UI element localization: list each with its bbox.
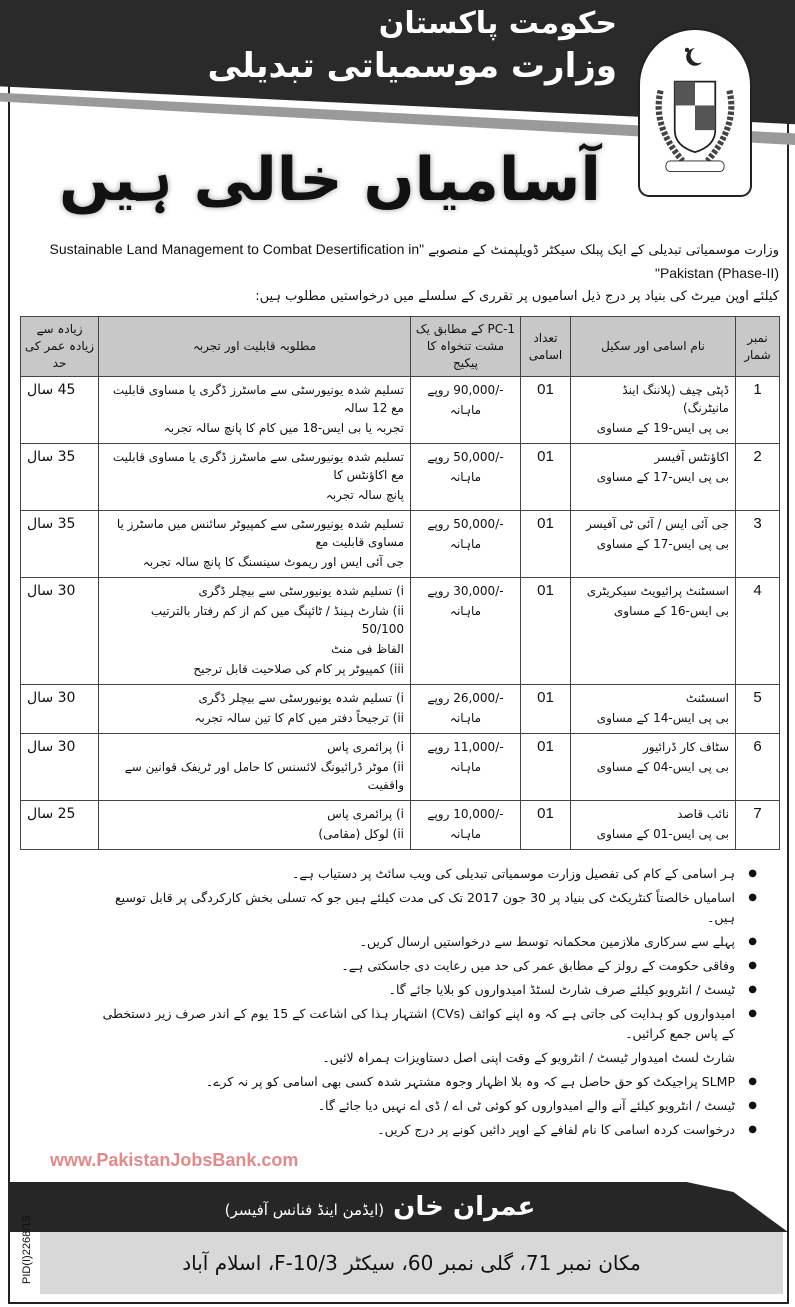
post-scale: بی پی ایس-17 کے مساوی xyxy=(596,470,729,484)
table-row xyxy=(21,734,780,801)
qualification-cell xyxy=(99,511,411,578)
qualification-line: i) پرائمری پاس xyxy=(327,807,404,821)
age-limit: 45 سال xyxy=(21,377,99,444)
qualification-line: تسلیم شدہ یونیورسٹی سے ماسٹرز ڈگری یا مساوی قابلیت مع 12 سالہ xyxy=(112,383,404,415)
salary-cell xyxy=(411,734,521,801)
post-cell xyxy=(571,801,736,850)
post-count: 01 xyxy=(521,734,571,801)
note-item: ● وفاقی حکومت کے رولز کے مطابق عمر کی حد میں رعایت دی جاسکتی ہے۔ xyxy=(100,956,757,976)
post-cell xyxy=(571,578,736,685)
col-count: تعداد اسامی xyxy=(521,317,571,377)
salary-period: ماہانہ xyxy=(449,711,482,725)
note-item: ● ہر اسامی کے کام کی تفصیل وزارت موسمیاتی تبدیلی کی ویب سائٹ پر دستیاب ہے۔ xyxy=(100,864,757,884)
spacer xyxy=(0,1172,795,1182)
salary-amount: -/90,000 روپے xyxy=(427,383,504,397)
qualification-line: تسلیم شدہ یونیورسٹی سے کمپیوٹر سائنس میں ماسٹرز یا مساوی قابلیت مع xyxy=(116,517,404,549)
salary-amount: -/30,000 روپے xyxy=(427,584,504,598)
qualification-line: تجربہ یا بی ایس-18 میں کام کا پانچ سالہ تجربہ xyxy=(163,421,404,435)
address: مکان نمبر 71، گلی نمبر 60، سیکٹر F-10/3، اسلام آباد xyxy=(182,1251,641,1275)
post-cell xyxy=(571,511,736,578)
note-item: ● پہلے سے سرکاری ملازمین محکمانہ توسط سے درخواستیں ارسال کریں۔ xyxy=(100,932,757,952)
officer-name: عمران خان xyxy=(393,1192,536,1222)
post-cell xyxy=(571,444,736,511)
salary-period: ماہانہ xyxy=(449,827,482,841)
qualification-line: جی آئی ایس اور ریموٹ سینسنگ کا پانچ سالہ تجربہ xyxy=(142,555,404,569)
qualification-line: تسلیم شدہ یونیورسٹی سے ماسٹرز ڈگری یا مساوی قابلیت مع اکاؤنٹس کا xyxy=(112,450,404,482)
post-count: 01 xyxy=(521,578,571,685)
note-item: ● اسامیاں خالصتاً کنٹریکٹ کی بنیاد پر 30 جون 2017 تک کی مدت کیلئے ہیں جو کہ تسلی بخش کارکردگی پر قابل توسیع ہیں۔ xyxy=(100,888,757,928)
ministry-title: وزارت موسمیاتی تبدیلی xyxy=(207,46,617,86)
post-scale: بی پی ایس-14 کے مساوی xyxy=(596,711,729,725)
govt-title: حکومت پاکستان xyxy=(378,6,617,41)
note-item: ● امیدواروں کو ہدایت کی جاتی ہے کہ وہ اپنے کوائف (CVs) اشتہار ہذا کی اشاعت کے 15 یوم کے اندر صرف زیر دستخطی کے پاس جمع کرائیں۔ xyxy=(100,1004,757,1044)
qualification-line: i) تسلیم شدہ یونیورسٹی سے بیچلر ڈگری xyxy=(198,691,404,705)
post-scale: بی پی ایس-01 کے مساوی xyxy=(596,827,729,841)
post-name: سٹاف کار ڈرائیور xyxy=(643,740,729,754)
table-row xyxy=(21,377,780,444)
intro-line-2: کیلئے اوپن میرٹ کی بنیاد پر درج ذیل اسامیوں پر تقرری کے سلسلے میں درخواستیں مطلوب ہیں: xyxy=(255,289,779,304)
pid-number: PID(I)2268/15 xyxy=(21,1215,33,1284)
serial-number: 6 xyxy=(736,734,780,801)
headline: آسامیاں خالی ہیں xyxy=(59,145,601,215)
note-item: ● ٹیسٹ / انٹرویو کیلئے صرف شارٹ لسٹڈ امیدواروں کو بلایا جائے گا۔ xyxy=(100,980,757,1000)
serial-number: 7 xyxy=(736,801,780,850)
col-post: نام اسامی اور سکیل xyxy=(571,317,736,377)
salary-period: ماہانہ xyxy=(449,760,482,774)
qualification-cell xyxy=(99,734,411,801)
col-serial: نمبر شمار xyxy=(736,317,780,377)
footer xyxy=(0,1182,795,1307)
table-row xyxy=(21,444,780,511)
officer-name-block xyxy=(60,1184,700,1233)
salary-amount: -/50,000 روپے xyxy=(427,450,504,464)
post-scale: بی پی ایس-17 کے مساوی xyxy=(596,537,729,551)
post-name: ڈپٹی چیف (پلاننگ اینڈ مانیٹرنگ) xyxy=(622,383,729,415)
post-count: 01 xyxy=(521,801,571,850)
col-age: زیادہ سے زیادہ عمر کی حد xyxy=(21,317,99,377)
qualification-cell xyxy=(99,801,411,850)
project-name: "Sustainable Land Management to Combat Desertification in Pakistan (Phase-II)" xyxy=(49,241,779,281)
header xyxy=(0,0,795,238)
col-qualification: مطلوبہ قابلیت اور تجربہ xyxy=(99,317,411,377)
salary-amount: -/50,000 روپے xyxy=(427,517,504,531)
qualification-cell xyxy=(99,578,411,685)
serial-number: 2 xyxy=(736,444,780,511)
salary-period: ماہانہ xyxy=(449,403,482,417)
post-scale: بی پی ایس-19 کے مساوی xyxy=(596,421,729,435)
qualification-line: پانچ سالہ تجربہ xyxy=(325,488,404,502)
salary-period: ماہانہ xyxy=(449,604,482,618)
serial-number: 4 xyxy=(736,578,780,685)
post-count: 01 xyxy=(521,511,571,578)
intro-text: وزارت موسمیاتی تبدیلی کے ایک پبلک سیکٹر ڈویلپمنٹ کے منصوبے xyxy=(428,243,779,258)
qualification-line: iii) کمپیوٹر پر کام کی صلاحیت قابل ترجیح xyxy=(193,662,404,676)
salary-cell xyxy=(411,444,521,511)
salary-cell xyxy=(411,377,521,444)
salary-amount: -/11,000 روپے xyxy=(427,740,504,754)
note-item: ● SLMP پراجیکٹ کو حق حاصل ہے کہ وہ بلا اظہار وجوہ مشتہر شدہ کسی بھی اسامی کو پر نہ کرے۔ xyxy=(100,1072,757,1092)
post-name: نائب قاصد xyxy=(677,807,729,821)
qualification-line: ii) موٹر ڈرائیونگ لائسنس کا حامل اور ٹریفک قوانین سے واقفیت xyxy=(124,760,404,792)
qualification-line: ii) شارٹ ہینڈ / ٹائپنگ میں کم از کم رفتار بالترتیب 50/100 xyxy=(150,604,404,636)
post-name: اسسٹنٹ پرائیویٹ سیکریٹری xyxy=(586,584,729,598)
post-scale: بی ایس-16 کے مساوی xyxy=(613,604,729,618)
serial-number: 1 xyxy=(736,377,780,444)
qualification-line: الفاظ فی منٹ xyxy=(330,642,404,656)
post-count: 01 xyxy=(521,377,571,444)
salary-amount: -/10,000 روپے xyxy=(427,807,504,821)
main-content xyxy=(0,238,795,1172)
age-limit: 25 سال xyxy=(21,801,99,850)
qualification-line: ii) لوکل (مقامی) xyxy=(318,827,404,841)
officer-designation: (ایڈمن اینڈ فنانس آفیسر) xyxy=(224,1201,385,1219)
state-emblem-icon xyxy=(640,30,750,195)
watermark: www.PakistanJobsBank.com xyxy=(50,1150,299,1170)
post-scale: بی پی ایس-04 کے مساوی xyxy=(596,760,729,774)
post-cell xyxy=(571,685,736,734)
qualification-line: i) تسلیم شدہ یونیورسٹی سے بیچلر ڈگری xyxy=(198,584,404,598)
salary-period: ماہانہ xyxy=(449,537,482,551)
salary-amount: -/26,000 روپے xyxy=(427,691,504,705)
age-limit: 30 سال xyxy=(21,734,99,801)
table-row xyxy=(21,578,780,685)
age-limit: 30 سال xyxy=(21,578,99,685)
qualification-cell xyxy=(99,685,411,734)
col-salary: PC-1 کے مطابق یک مشت تنخواہ کا پیکیج xyxy=(411,317,521,377)
salary-cell xyxy=(411,685,521,734)
table-row xyxy=(21,511,780,578)
post-cell xyxy=(571,377,736,444)
qualification-cell xyxy=(99,377,411,444)
age-limit: 35 سال xyxy=(21,511,99,578)
vacancy-table xyxy=(20,316,780,850)
post-count: 01 xyxy=(521,444,571,511)
table-row xyxy=(21,685,780,734)
note-item: ● ٹیسٹ / انٹرویو کیلئے آنے والے امیدواروں کو کوئی ٹی اے / ڈی اے نہیں دیا جائے گا۔ xyxy=(100,1096,757,1116)
qualification-line: i) پرائمری پاس xyxy=(327,740,404,754)
post-count: 01 xyxy=(521,685,571,734)
qualification-cell xyxy=(99,444,411,511)
note-item: شارٹ لسٹ امیدوار ٹیسٹ / انٹرویو کے وقت اپنی اصل دستاویزات ہمراہ لائیں۔ xyxy=(322,1050,735,1065)
qualification-line: ii) ترجیحاً دفتر میں کام کا تین سالہ تجربہ xyxy=(194,711,404,725)
post-name: اسسٹنٹ xyxy=(685,691,729,705)
note-item: ● درخواست کردہ اسامی کا نام لفافے کے اوپر دائیں کونے پر درج کریں۔ xyxy=(100,1120,757,1140)
intro-line-1 xyxy=(20,238,779,286)
serial-number: 3 xyxy=(736,511,780,578)
serial-number: 5 xyxy=(736,685,780,734)
salary-period: ماہانہ xyxy=(449,470,482,484)
post-name: جی آئی ایس / آئی ٹی آفیسر xyxy=(585,517,729,531)
age-limit: 35 سال xyxy=(21,444,99,511)
post-name: اکاؤنٹس آفیسر xyxy=(654,450,729,464)
salary-cell xyxy=(411,801,521,850)
salary-cell xyxy=(411,511,521,578)
post-cell xyxy=(571,734,736,801)
table-row xyxy=(21,801,780,850)
notes-list xyxy=(100,864,757,1140)
table-header-row xyxy=(21,317,780,377)
salary-cell xyxy=(411,578,521,685)
age-limit: 30 سال xyxy=(21,685,99,734)
